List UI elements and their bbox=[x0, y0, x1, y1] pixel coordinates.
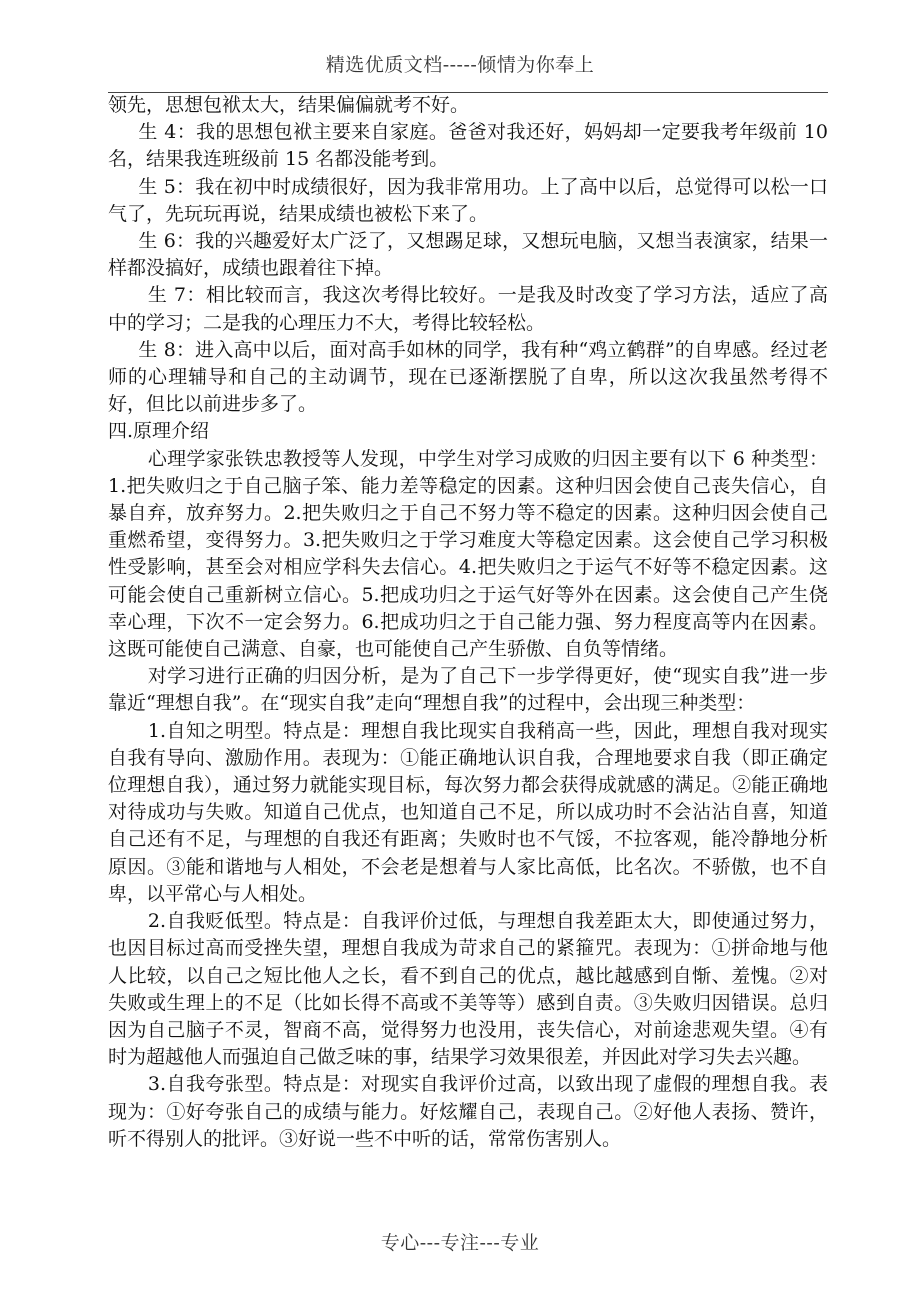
paragraph-continuation: 领先，思想包袱太大，结果偏偏就考不好。 bbox=[108, 94, 470, 116]
paragraph-student-7: 生 7：相比较而言，我这次考得比较好。一是我及时改变了学习方法，适应了高中的学习；二是我的心理压力不大，考得比较轻松。 bbox=[108, 284, 828, 334]
paragraph-student-5: 生 5：我在初中时成绩很好，因为我非常用功。上了高中以后，总觉得可以松一口气了，先玩玩再说，结果成绩也被松下来了。 bbox=[108, 175, 828, 225]
page-header: 精选优质文档-----倾情为你奉上 bbox=[325, 54, 595, 76]
paragraph-type-3: 3.自我夸张型。特点是：对现实自我评价过高，以致出现了虚假的理想自我。表现为：①好夸张自己的成绩与能力。好炫耀自己，表现自己。②好他人表扬、赞许，听不得别人的批评。③好说一些不中听的话，常常伤害别人。 bbox=[108, 1073, 828, 1150]
page-footer: 专心---专注---专业 bbox=[380, 1232, 540, 1254]
paragraph-type-1: 1.自知之明型。特点是：理想自我比现实自我稍高一些，因此，理想自我对现实自我有导向、激励作用。表现为：①能正确地认识自我，合理地要求自我（即正确定位理想自我），通过努力就能实现目标，每次努力都会获得成就感的满足。②能正确地对待成功与失败。知道自己优点，也知道自己不足，所以成功时不会沾沾自喜，知道自己还有不足，与理想的自我还有距离；失败时也不气馁，不拉客观，能冷静地分析原因。③能和谐地与人相处，不会老是想着与人家比高低，比名次。不骄傲，也不自卑，以平常心与人相处。 bbox=[108, 719, 828, 905]
document-body bbox=[108, 92, 828, 1153]
paragraph-student-4: 生 4：我的思想包袱主要来自家庭。爸爸对我还好，妈妈却一定要我考年级前 10 名，结果我连班级前 15 名都没能考到。 bbox=[108, 121, 828, 171]
paragraph-student-6: 生 6：我的兴趣爱好太广泛了，又想踢足球，又想玩电脑，又想当表演家，结果一样都没搞好，成绩也跟着往下掉。 bbox=[108, 230, 828, 280]
paragraph-attribution-types: 心理学家张铁忠教授等人发现，中学生对学习成败的归因主要有以下 6 种类型：1.把失败归之于自己脑子笨、能力差等稳定的因素。这种归因会使自己丧失信心，自暴自弃，放弃努力。2.把失败归之于自己不努力等不稳定的因素。这种归因会使自己重燃希望，变得努力。3.把失败归之于学习难度大等稳定因素。这会使自己学习积极性受影响，甚至会对相应学科失去信心。4.把失败归之于运气不好等不稳定因素。这可能会使自己重新树立信心。5.把成功归之于运气好等外在因素。这会使自己产生侥幸心理，下次不一定会努力。6.把成功归之于自己能力强、努力程度高等内在因素。这既可能使自己满意、自豪，也可能使自己产生骄傲、自负等情绪。 bbox=[108, 447, 828, 661]
section-heading: 四.原理介绍 bbox=[108, 420, 210, 443]
paragraph-type-2: 2.自我贬低型。特点是：自我评价过低，与理想自我差距太大，即使通过努力，也因目标过高而受挫失望，理想自我成为苛求自己的紧箍咒。表现为：①拼命地与他人比较，以自己之短比他人之长，看不到自己的优点，越比越感到自惭、羞愧。②对失败或生理上的不足（比如长得不高或不美等等）感到自责。③失败归因错误。总归因为自己脑子不灵，智商不高，觉得努力也没用，丧失信心，对前途悲观失望。④有时为超越他人而强迫自己做乏味的事，结果学习效果很差，并因此对学习失去兴趣。 bbox=[108, 910, 828, 1069]
paragraph-student-8: 生 8：进入高中以后，面对高手如林的同学，我有种“鸡立鹤群”的自卑感。经过老师的心理辅导和自己的主动调节，现在已逐渐摆脱了自卑，所以这次我虽然考得不好，但比以前进步多了。 bbox=[108, 338, 828, 416]
paragraph-self-types-intro: 对学习进行正确的归因分析，是为了自己下一步学得更好，使“现实自我”进一步靠近“理想自我”。在“现实自我”走向“理想自我”的过程中，会出现三种类型： bbox=[108, 665, 828, 715]
